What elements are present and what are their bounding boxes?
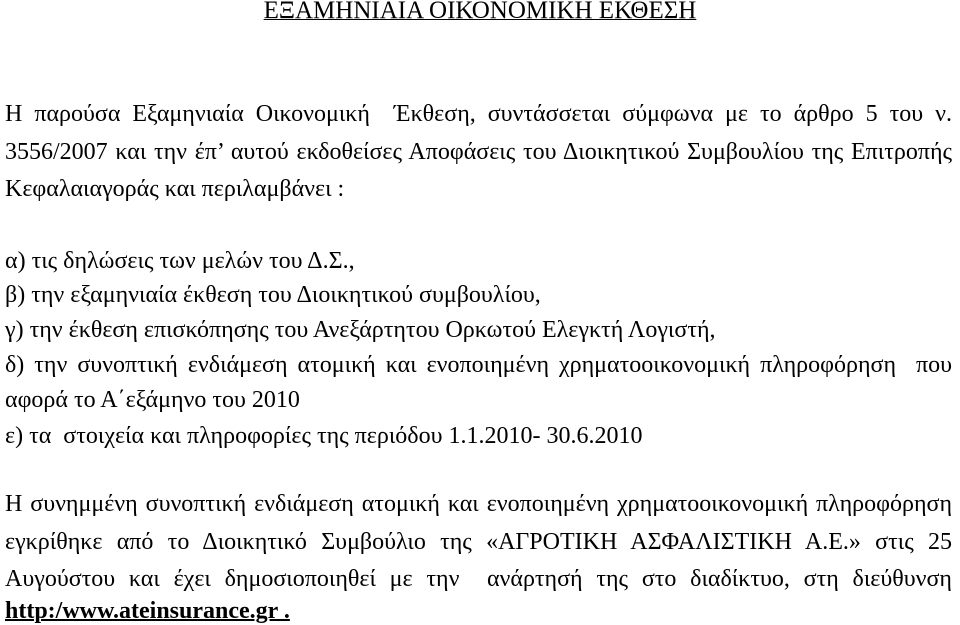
- document-title: [0, 0, 960, 23]
- intro-line: [5, 137, 952, 167]
- list-item-text: ε) τα στοιχεία και πληροφορίες της περιόδου 1.1.2010- 30.6.2010: [5, 423, 643, 449]
- intro-line-text: 3556/2007 και την έπ’ αυτού εκδοθείσες Αποφάσεις του Διοικητικού Συμβουλίου της Επιτροπής: [5, 139, 952, 165]
- approval-line: [5, 489, 952, 519]
- list-item-text: αφορά το Α΄εξάμηνο του 2010: [5, 387, 300, 413]
- approval-line: [5, 564, 952, 594]
- list-item: [5, 280, 952, 310]
- intro-line-text: Η παρούσα Εξαμηνιαία Οικονομική Έκθεση, συντάσσεται σύμφωνα με το άρθρο 5 του ν.: [5, 101, 952, 127]
- intro-line: [5, 174, 952, 204]
- intro-line: [5, 99, 952, 129]
- approval-line-text: Αυγούστου και έχει δημοσιοποιηθεί με την ανάρτησή της στο διαδίκτυο, στη διεύθυνση: [5, 566, 952, 592]
- website-link-line: [5, 598, 952, 624]
- website-link[interactable]: http:/www.ateinsurance.gr .: [5, 598, 290, 624]
- list-item: [5, 421, 952, 451]
- approval-line: [5, 527, 952, 557]
- intro-line-text: Κεφαλαιαγοράς και περιλαμβάνει :: [5, 176, 345, 202]
- list-item-text: β) την εξαμηνιαία έκθεση του Διοικητικού συμβουλίου,: [5, 282, 541, 308]
- list-item: [5, 350, 952, 380]
- approval-line-text: Η συνημμένη συνοπτική ενδιάμεση ατομική και ενοποιημένη χρηματοοικονομική πληροφόρηση: [5, 491, 952, 517]
- document-title-text: ΕΞΑΜΗΝΙΑΙΑ ΟΙΚΟΝΟΜΙΚΗ ΕΚΘΕΣΗ: [263, 0, 697, 24]
- list-item-text: δ) την συνοπτική ενδιάμεση ατομική και ενοποιημένη χρηματοοικονομική πληροφόρηση που: [5, 352, 952, 378]
- list-item: [5, 315, 952, 345]
- list-item: [5, 246, 952, 276]
- list-item-text: α) τις δηλώσεις των μελών του Δ.Σ.,: [5, 248, 355, 274]
- list-item-continuation: [5, 385, 952, 415]
- approval-line-text: εγκρίθηκε από το Διοικητικό Συμβούλιο της «ΑΓΡΟΤΙΚΗ ΑΣΦΑΛΙΣΤΙΚΗ Α.Ε.» στις 25: [5, 529, 952, 555]
- list-item-text: γ) την έκθεση επισκόπησης του Ανεξάρτητου Ορκωτού Ελεγκτή Λογιστή,: [5, 317, 716, 343]
